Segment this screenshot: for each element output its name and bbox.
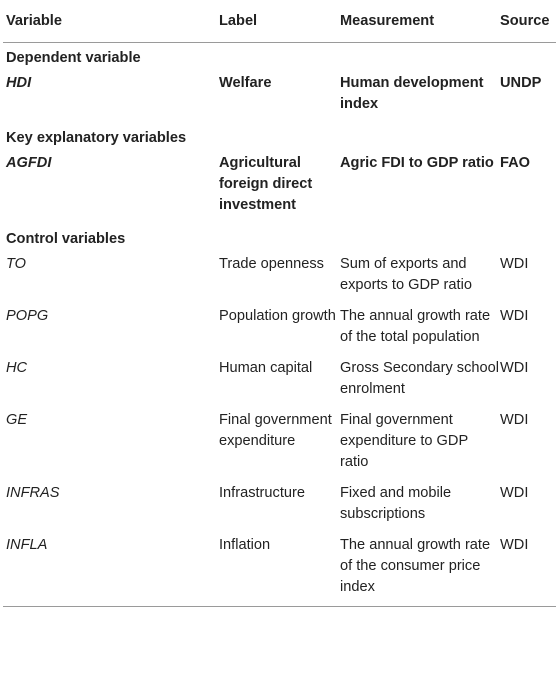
header-row [3, 0, 556, 43]
cell-source: UNDP [500, 75, 542, 91]
table-row [3, 481, 556, 533]
cell-label: Trade openness [219, 256, 324, 272]
cell-variable: HC [6, 360, 28, 376]
cell-measurement: The annual growth rate of the consumer price index [340, 533, 500, 607]
table-row [3, 533, 556, 607]
cell-source: WDI [500, 485, 529, 501]
section-row [3, 123, 556, 151]
table-row [3, 71, 556, 123]
cell-measurement: Human development index [340, 75, 484, 112]
table-row [3, 304, 556, 356]
cell-variable: HDI [6, 75, 32, 91]
section-row [3, 224, 556, 252]
cell-source: WDI [500, 256, 529, 272]
cell-measurement: Gross Secondary school enrolment [340, 360, 499, 397]
cell-measurement: Final government expenditure to GDP ratio [340, 412, 468, 470]
cell-label: Agricultural foreign direct investment [219, 155, 313, 213]
table-row [3, 356, 556, 408]
header-measurement: Measurement [340, 0, 500, 43]
cell-variable: GE [6, 412, 28, 428]
cell-label: Human capital [219, 360, 313, 376]
cell-variable: INFRAS [6, 485, 60, 501]
section-key: Key explanatory variables [6, 130, 187, 146]
variables-table [3, 0, 556, 607]
cell-source: WDI [500, 412, 529, 428]
cell-source: WDI [500, 533, 556, 607]
cell-variable: POPG [6, 308, 49, 324]
cell-measurement: The annual growth rate of the total population [340, 308, 491, 345]
table-row [3, 252, 556, 304]
table-row [3, 151, 556, 224]
header-label: Label [219, 0, 340, 43]
table-row [3, 408, 556, 481]
cell-measurement: Agric FDI to GDP ratio [340, 155, 494, 171]
cell-source: WDI [500, 308, 529, 324]
cell-source: FAO [500, 155, 530, 171]
cell-variable: AGFDI [6, 155, 52, 171]
cell-label: Welfare [219, 75, 272, 91]
cell-variable: INFLA [3, 533, 219, 607]
section-row [3, 43, 556, 72]
cell-variable: TO [6, 256, 27, 272]
section-control: Control variables [6, 231, 126, 247]
cell-measurement: Sum of exports and exports to GDP ratio [340, 256, 472, 293]
cell-label: Infrastructure [219, 485, 305, 501]
cell-label: Inflation [219, 533, 340, 607]
header-source: Source [500, 0, 556, 43]
cell-label: Population growth [219, 308, 336, 324]
cell-measurement: Fixed and mobile subscriptions [340, 485, 452, 522]
cell-label: Final government expenditure [219, 412, 332, 449]
header-variable: Variable [3, 0, 219, 43]
cell-source: WDI [500, 360, 529, 376]
section-dependent: Dependent variable [6, 50, 141, 66]
